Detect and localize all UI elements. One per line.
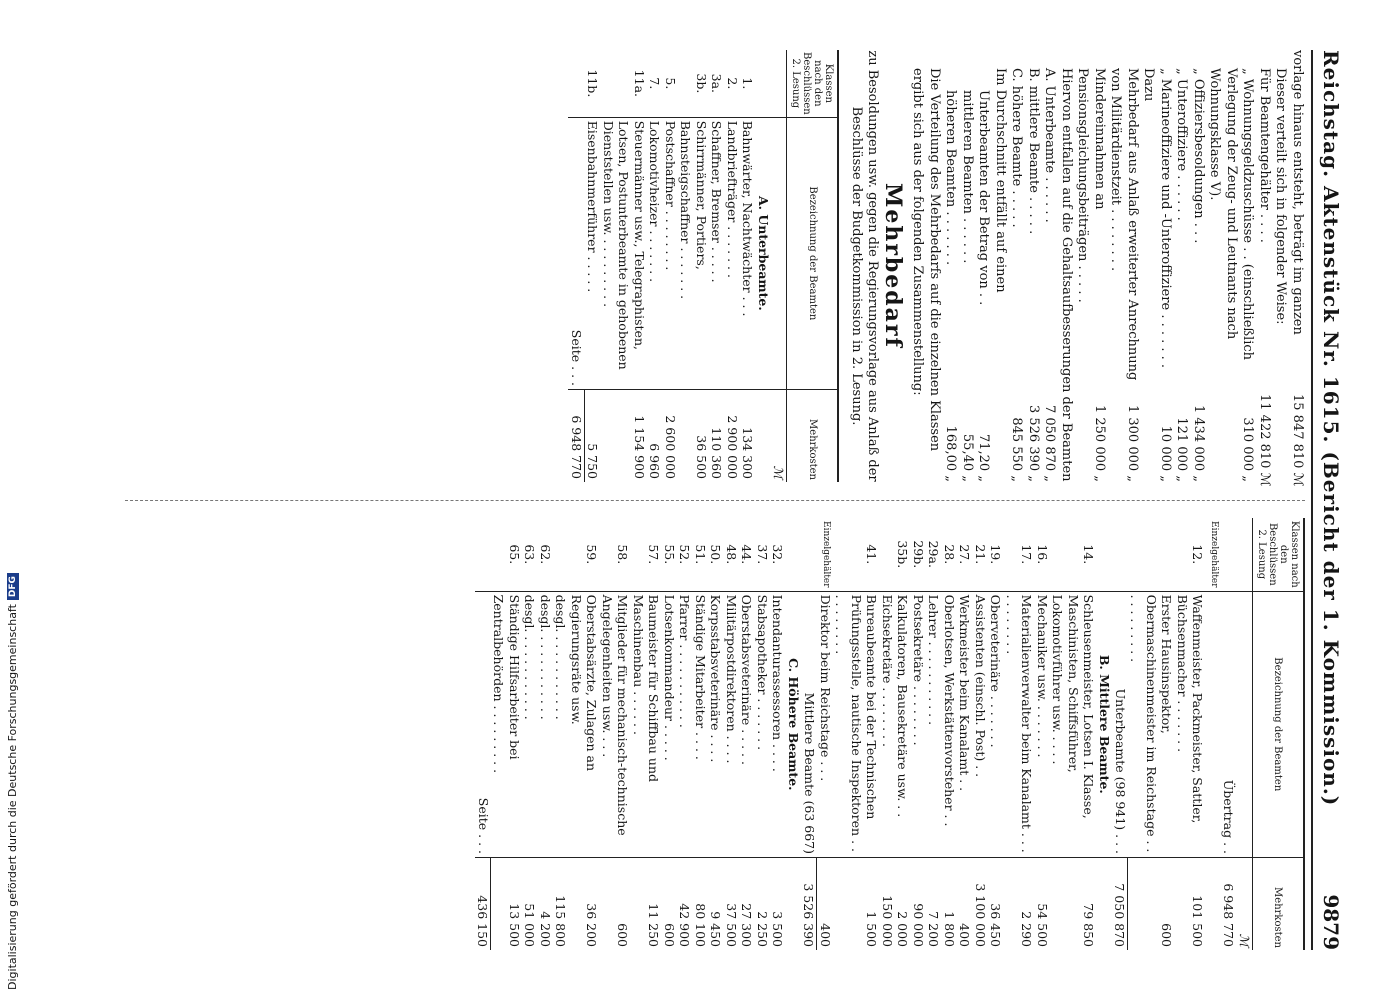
table-row: 28. Oberlotsen, Werkstättenvorsteher . . 1 800 — [942, 518, 958, 950]
mehrbedarf-subtitle: zu Besoldungen usw. gegen die Regierungsvorlage aus Anlaß der Beschlüsse der Budgetkommission in 2. Lesung. — [849, 50, 881, 482]
hiervon-text: Hiervon entfallen auf die Gehaltsaufbesserungen der Beamten — [1059, 68, 1074, 482]
table-row: 32. Intendanturassessoren . . . . 3 500 — [770, 518, 786, 950]
header-rule — [1311, 50, 1313, 950]
intro-item: „ Offiziersbesoldungen . . . 1 434 000 „ — [1191, 68, 1206, 482]
unit-mark: ℳ — [1237, 858, 1253, 951]
intro-item: „ Unteroffiziere . . . . . . 121 000 „ — [1174, 68, 1190, 482]
table-row: desgl. . . . . . . . . . . . 115 800 — [553, 518, 569, 950]
unit-mark: ℳ — [771, 390, 787, 483]
table-row: 7. Lokomotivheizer . . . . . . . 6 960 — [647, 50, 663, 482]
header-title: Reichstag. Aktenstück Nr. 1615. (Bericht der 1. Kommission.) — [1319, 50, 1343, 807]
intro-total — [1289, 50, 1306, 487]
right-column — [475, 518, 1305, 950]
table-row: 41. Bureaubeamte bei der Technischen Prüfungsstelle, nautische Inspektoren . . . . . . . . . . 1 500 — [833, 518, 880, 950]
table-row: 63. desgl. . . . . . . . . . . . 51 000 — [522, 518, 538, 950]
table-row: 17. Materialienverwalter beim Kanalamt . . . . . . . . . . . 2 290 — [1004, 518, 1035, 950]
table-row: 14. Schleusenmeister, Lotsen I. Klasse, Maschinisten, Schiffsführer, Lokomotivführer usw. . . . . 79 850 — [1050, 518, 1097, 950]
col-bezeichnung: Bezeichnung der Beamten — [1253, 591, 1305, 857]
dfg-credit-text: Digitalisierung gefördert durch die Deutsche Forschungsgemeinschaft — [6, 604, 19, 990]
mehrbedarf-title: Mehrbedarf — [880, 182, 906, 349]
table-row: Übertrag . . 6 948 770 — [1221, 518, 1237, 950]
table-subtotal-row: Mittlere Beamte (63 667) 3 526 390 — [801, 518, 817, 950]
intro-item: „ Wohnungsgeldzuschüsse . . (einschließlich Verlegung der Zeug- und Leutnants nach Wohnungsklasse V). 310 000 „ — [1207, 68, 1256, 482]
col-mehrkosten: Mehrkosten — [787, 390, 839, 483]
table-row: 21. Assistenten (einschl. Post) . . 3 100 000 — [973, 518, 989, 950]
page-number: 9879 — [1319, 894, 1343, 950]
table-row: 1. Bahnwärter, Nachtwächter . . . 134 300 — [740, 50, 756, 482]
table-row: 48. Militärpostdirektoren . . . . 37 500 — [724, 518, 740, 950]
table-row: 55. Lotsenkommandeur . . . . . 600 — [662, 518, 678, 950]
table-row: 2. Landbriefträger . . . . . . . 2 900 000 — [725, 50, 741, 482]
intro-distribution: Dieser verteilt sich in folgender Weise: — [1273, 68, 1289, 325]
extra-item: Mehrbedarf aus Anlaß erweiterter Anrechnung von Militärdienstzeit . . . . . . . . 1 300 000 „ — [1108, 68, 1140, 482]
dfg-credit — [6, 573, 19, 990]
section-b-heading: B. Mittlere Beamte. — [1097, 654, 1112, 794]
table-row: 59. Oberstabsärzte, Zulagen an Regierungsräte usw. 36 200 — [569, 518, 600, 950]
table-row: Eichsekretäre . . . . . . . . 150 000 — [880, 518, 896, 950]
mehrbedarf-table-b — [475, 518, 1305, 950]
table-subtotal-row: Unterbeamte (98 941) . . . 7 050 870 — [1112, 518, 1128, 950]
table-row: 16. Mechaniker usw. . . . . . . . 54 500 — [1035, 518, 1051, 950]
intro-item: „ Marineoffiziere und -Unteroffiziere . . . . . . . 10 000 „ — [1158, 68, 1173, 482]
group-item: C. höhere Beamte . . . . . 845 550 „ — [1009, 68, 1025, 482]
table-row: 3b. Schirrmänner, Portiers, Bahnsteigschaffner . . . . . . . 36 500 — [678, 50, 709, 482]
table-row: 11a. Steuermänner usw., Telegraphisten, Lotsen, Postunterbeamte in gehobenen Dienststellen usw. . . . . . . . . . 1 154 900 — [601, 50, 648, 482]
table-row: Erster Hausinspektor, Obermaschinenmeister im Reichstage . . . . . . . . . . . 600 — [1128, 518, 1175, 950]
table-header — [787, 50, 839, 482]
table-row: Einzelgehälter — [1206, 518, 1222, 950]
group-item: B. mittlere Beamte . . . . . 3 526 390 „ — [1026, 68, 1041, 482]
rotated-document-page — [75, 50, 1345, 950]
table-row: 44. Oberstabsveterinäre . . . . . 27 300 — [739, 518, 755, 950]
table-row: 29a. Lehrer . . . . . . . . . . . 7 200 — [926, 518, 942, 950]
table-row: 62. desgl. . . . . . . . . . . . 4 200 — [538, 518, 554, 950]
column-separator — [125, 500, 1305, 501]
durchschnitt-text: Im Durchschnitt entfällt auf einen — [993, 68, 1008, 293]
avg-item: Unterbeamten der Betrag von . . 71,20 „ — [976, 90, 992, 482]
verteilung-text: Die Verteilung des Mehrbedarfs auf die einzelnen Klassen ergibt sich aus der folgenden Zusammenstellung: — [910, 68, 942, 452]
intro-text: vorlage hinaus entsteht, beträgt im ganzen — [1290, 50, 1305, 335]
mehrbedarf-table-a — [569, 50, 840, 482]
table-row: 57. Baumeister für Schiffbau und Maschinenbau . . . . . . 11 250 — [631, 518, 662, 950]
extra-item: Mindereinnahmen an Pensionsgleichungsbeiträgen . . . . . 1 250 000 „ — [1075, 68, 1107, 482]
col-klassen: Klassen nach den Beschlüssen 2. Lesung — [787, 50, 839, 117]
dfg-logo-icon: DFG — [7, 573, 19, 600]
table-row: 5. Postschaffner . . . . . . . . 2 600 000 — [663, 50, 679, 482]
col-bezeichnung: Bezeichnung der Beamten — [787, 117, 839, 389]
group-item: A. Unterbeamte . . . . . . 7 050 870 „ — [1042, 68, 1058, 482]
table-header — [1253, 518, 1305, 950]
table-row: 19. Oberveterinäre . . . . . . . 36 450 — [988, 518, 1004, 950]
section-c-heading: C. Höhere Beamte. — [786, 658, 801, 791]
dazu-label: Dazu — [1141, 68, 1157, 102]
table-row: 37. Stabsapotheker . . . . . . . 2 250 — [755, 518, 771, 950]
table-row: 11b. Eisenbahnmerführer . . . . . 5 750 — [585, 50, 601, 482]
table-row: 58. Mitglieder für mechanisch-technische Angelegenheiten usw. . . . 600 — [600, 518, 631, 950]
intro-item: Für Beamtengehälter . . . . 11 422 810 ℳ — [1257, 68, 1272, 487]
table-total-row: Seite . . . 436 150 — [475, 518, 491, 950]
table-row: 50. Korpsstabsveterinäre . . . . 9 450 — [708, 518, 724, 950]
table-row: 3a. Schaffner, Bremser . . . . . 110 360 — [709, 50, 725, 482]
table-row: 29b. Postsekretäre . . . . . . . . 90 000 — [911, 518, 927, 950]
avg-item: höheren Beamten . . . . . . . 168,00 „ — [943, 90, 959, 482]
col-mehrkosten: Mehrkosten — [1253, 858, 1305, 951]
table-row: 35b. Kalkulatoren, Bausekretäre usw. . . 2 000 — [895, 518, 911, 950]
page-header — [1309, 50, 1345, 950]
table-row: 51. Ständige Mitarbeiter . . . . 80 100 — [693, 518, 709, 950]
table-row: Einzelgehälter Direktor beim Reichstage . . . 400 — [817, 518, 833, 950]
table-row: 52. Pfarrer . . . . . . . . . . . 42 900 — [677, 518, 693, 950]
col-klassen: Klassen nach den Beschlüssen 2. Lesung — [1253, 518, 1305, 591]
avg-item: mittleren Beamten . . . . . . 55,40 „ — [960, 90, 975, 482]
table-total-row: Seite . . . 6 948 770 — [569, 50, 585, 482]
table-row: 27. Werkmeister beim Kanalamt . . 400 — [957, 518, 973, 950]
table-row: 12. Waffenmeister, Packmeister, Sattler, Büchsenmacher . . . . . . . 101 500 — [1175, 518, 1206, 950]
left-column — [569, 50, 1306, 487]
intro-amount: 15 847 810 ℳ — [1290, 394, 1305, 487]
section-a-heading: A. Unterbeamte. — [756, 195, 771, 311]
table-row: 65. Ständige Hilfsarbeiter bei Zentralbehörden . . . . . . . . . 13 500 — [491, 518, 522, 950]
